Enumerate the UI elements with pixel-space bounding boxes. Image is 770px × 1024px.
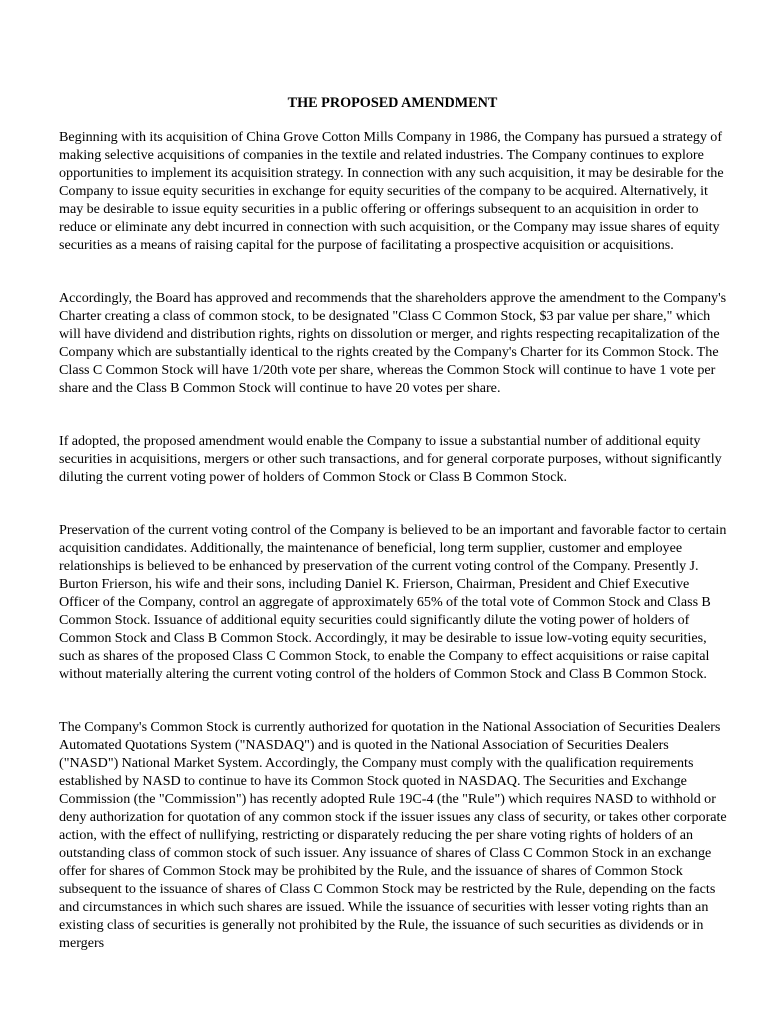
paragraph-acquisition-strategy: Beginning with its acquisition of China Grove Cotton Mills Company in 1986, the Company has pursued a strategy of making selective acquisitions of companies in the textile and related industries. The Company continues to explore opportunities to implement its acquisition strategy. In connection with any such acquisition, it may be desirable for the Company to issue equity securities in exchange for equity securities of the company to be acquired. Alternatively, it may be desirable to issue equity securities in a public offering or offerings subsequent to an acquisition in order to reduce or eliminate any debt incurred in connection with such acquisition, or the Company may issue shares of equity securities as a means of raising capital for the purpose of facilitating a prospective acquisition or acquisitions. (59, 129, 724, 253)
document-title: THE PROPOSED AMENDMENT (287, 95, 498, 111)
paragraph-board-recommendation: Accordingly, the Board has approved and recommends that the shareholders approve the amendment to the Company's Charter creating a class of common stock, to be designated "Class C Common Stock, $3 par value per share," which will have dividend and distribution rights, rights on dissolution or merger, and rights respecting recapitalization of the Company which are substantially identical to the rights created by the Company's Charter for its Common Stock. The Class C Common Stock will have 1/20th vote per share, whereas the Common Stock will continue to have 1 vote per share and the Class B Common Stock will continue to have 20 votes per share. (59, 290, 727, 396)
paragraph-voting-control: Preservation of the current voting control of the Company is believed to be an important and favorable factor to certain acquisition candidates. Additionally, the maintenance of beneficial, long term supplier, customer and employee relationships is believed to be enhanced by preservation of the current voting control of the Company. Presently J. Burton Frierson, his wife and their sons, including Daniel K. Frierson, Chairman, President and Chief Executive Officer of the Company, control an aggregate of approximately 65% of the total vote of Common Stock and Class B Common Stock. Issuance of additional equity securities could significantly dilute the voting power of holders of Common Stock and Class B Common Stock. Accordingly, it may be desirable to issue low-voting equity securities, such as shares of the proposed Class C Common Stock, to enable the Company to effect acquisitions or raise capital without materially altering the current voting control of the holders of Common Stock and Class B Common Stock. (59, 522, 727, 682)
paragraph-nasdaq-rule: The Company's Common Stock is currently authorized for quotation in the National Association of Securities Dealers Automated Quotations System ("NASDAQ") and is quoted in the National Association of Securities Dealers ("NASD") National Market System. Accordingly, the Company must comply with the qualification requirements established by NASD to continue to have its Common Stock quoted in NASDAQ. The Securities and Exchange Commission (the "Commission") has recently adopted Rule 19C-4 (the "Rule") which requires NASD to withhold or deny authorization for quotation of any common stock if the issuer issues any class of security, or takes other corporate action, with the effect of nullifying, restricting or disparately reducing the per share voting rights of holders of an outstanding class of common stock of such issuer. Any issuance of shares of Class C Common Stock in an exchange offer for shares of Common Stock may be prohibited by the Rule, and the issuance of shares of Common Stock subsequent to the issuance of shares of Class C Common Stock may be restricted by the Rule, depending on the facts and circumstances in which such shares are issued. While the issuance of securities with lesser voting rights than an existing class of securities is generally not prohibited by the Rule, the issuance of such securities as dividends or in mergers (59, 719, 727, 951)
paragraph-if-adopted: If adopted, the proposed amendment would enable the Company to issue a substantial number of additional equity securities in acquisitions, mergers or other such transactions, and for general corporate purposes, without significantly diluting the current voting power of holders of Common Stock or Class B Common Stock. (59, 433, 722, 485)
